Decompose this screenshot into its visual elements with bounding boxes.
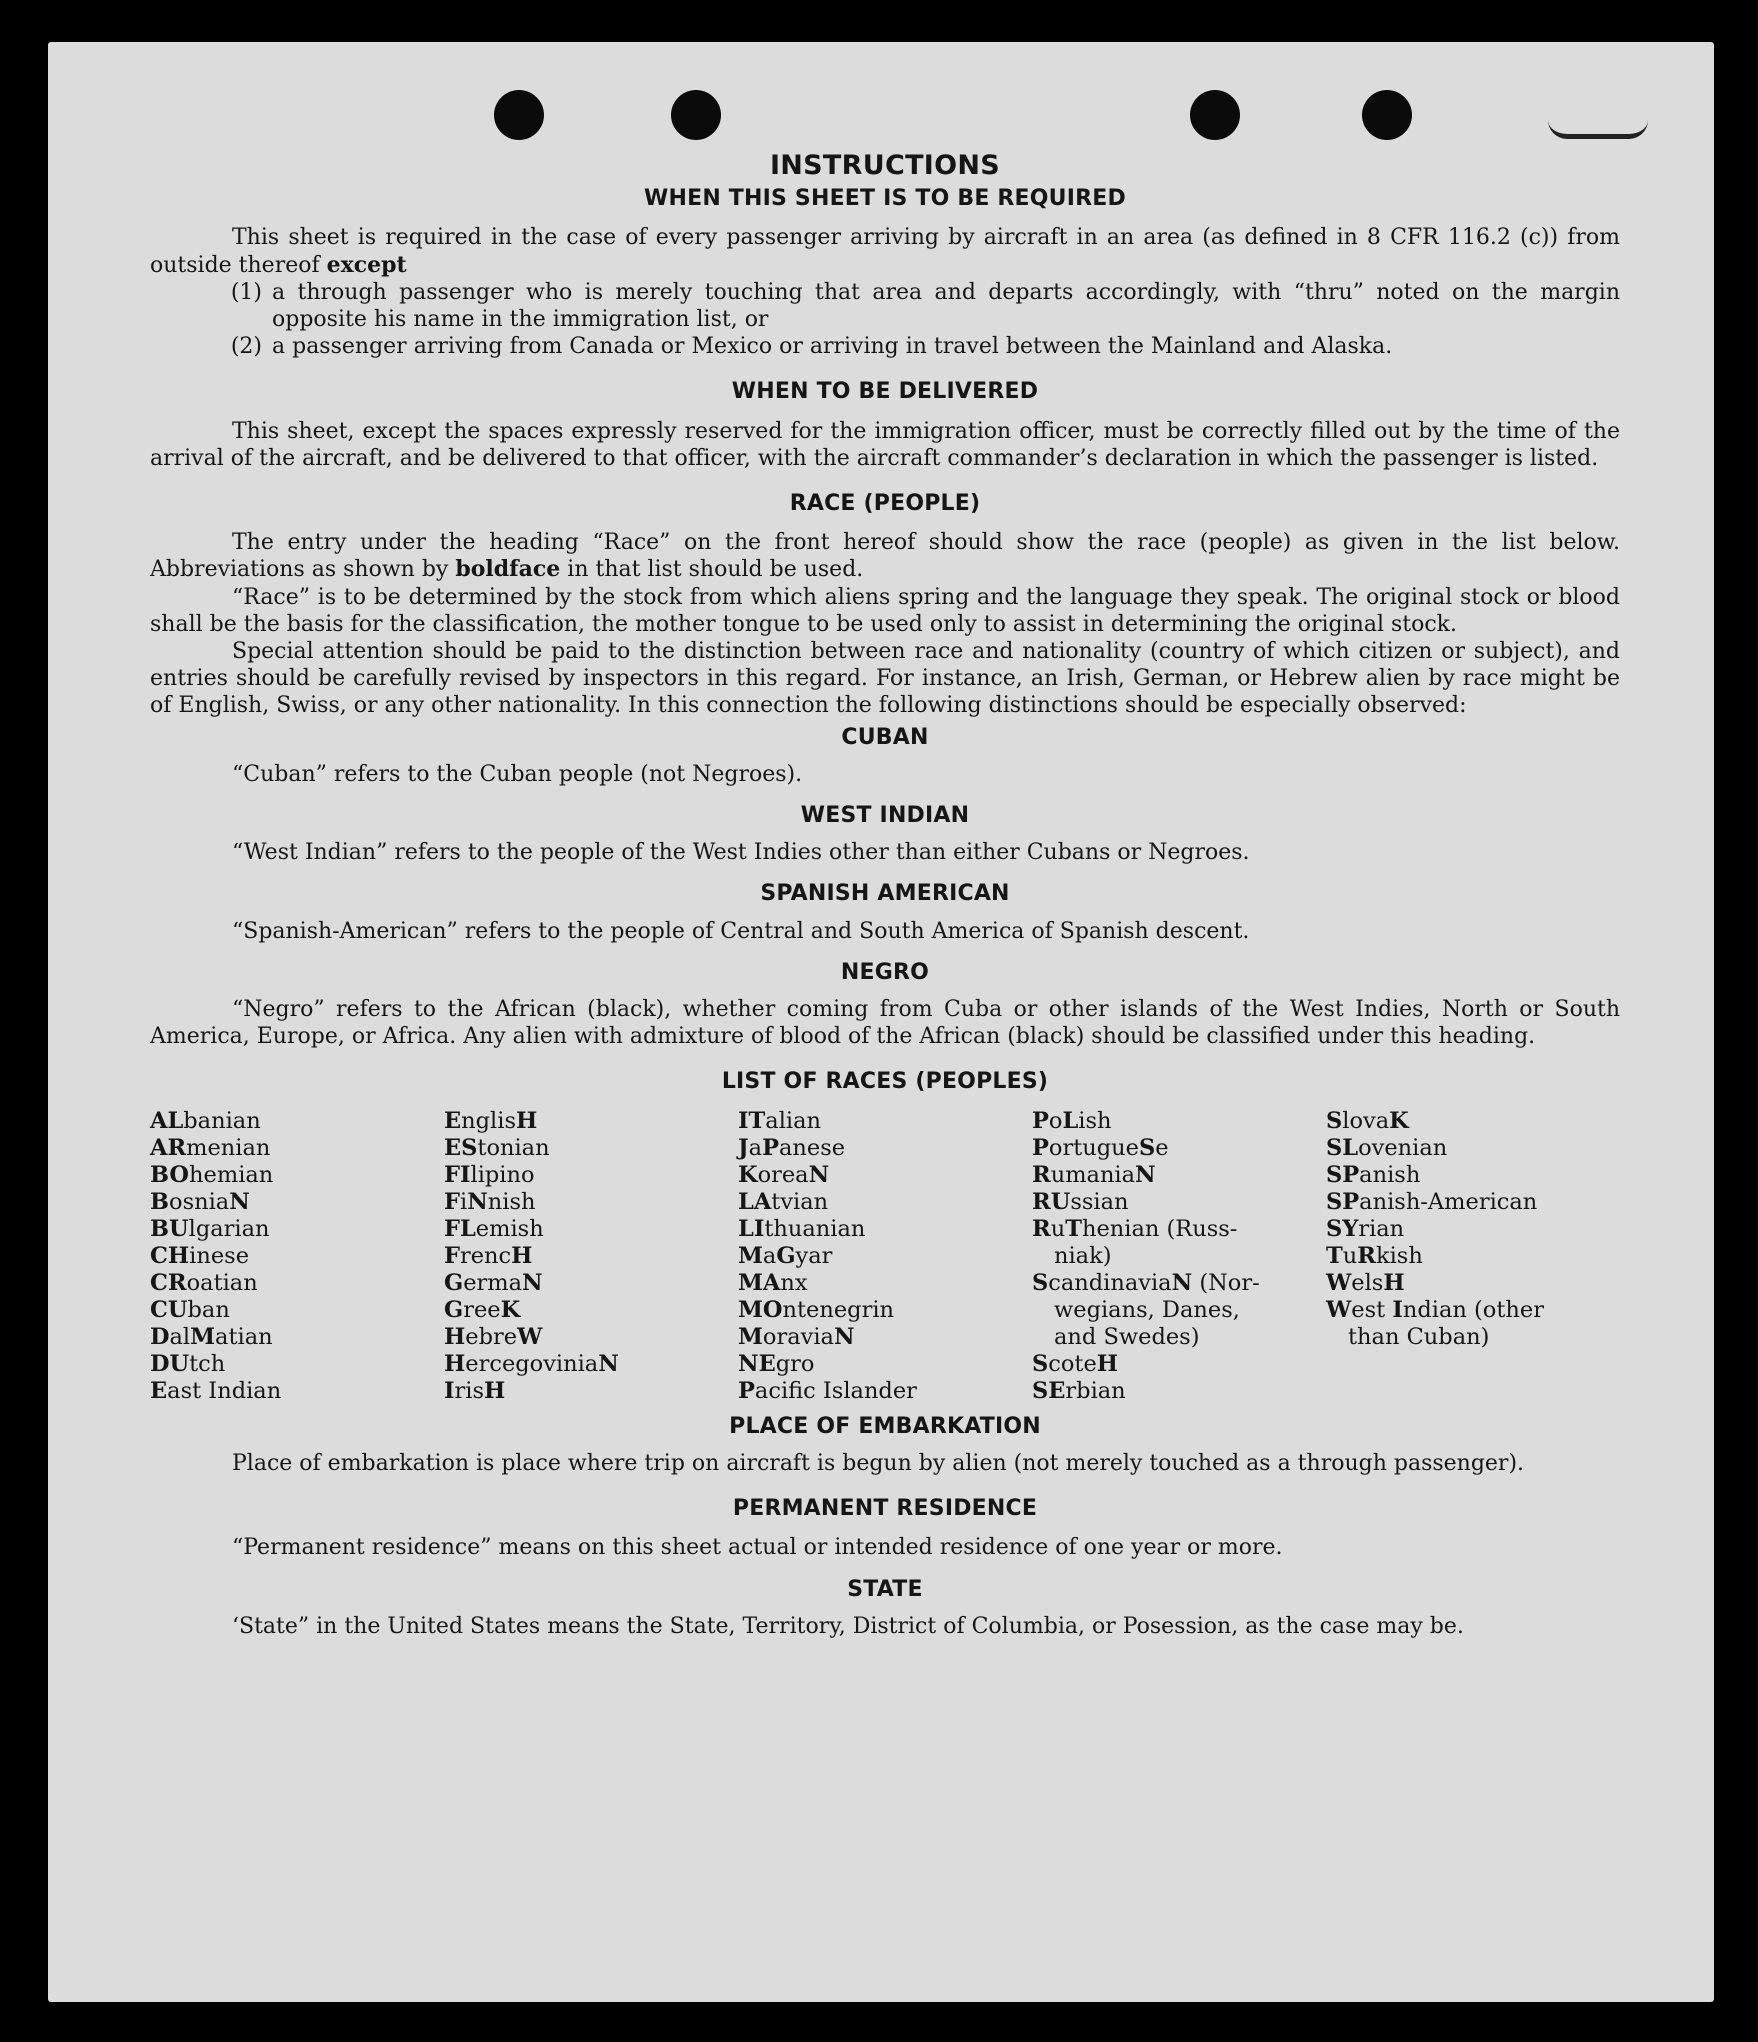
race-entry: MaGyar <box>738 1242 833 1269</box>
race-entry: HebreW <box>444 1323 543 1350</box>
race-entry: EnglisH <box>444 1107 538 1134</box>
race-column <box>444 1108 738 1405</box>
cuban-text: “Cuban” refers to the Cuban people (not Negroes). <box>232 761 803 787</box>
race-entry: ScandinaviaN (Nor- wegians, Danes, and Swedes) <box>1032 1269 1260 1350</box>
race-entry: West Indian (other than Cuban) <box>1326 1296 1544 1350</box>
race-entry: GermaN <box>444 1269 543 1296</box>
race-entry: KoreaN <box>738 1161 830 1188</box>
heading-west-indian: WEST INDIAN <box>800 803 970 829</box>
race-entry: CUban <box>150 1296 230 1323</box>
race-entry: BUlgarian <box>150 1215 270 1242</box>
race-entry: DUtch <box>150 1350 226 1377</box>
race-entry: RuThenian (Russ- niak) <box>1032 1215 1238 1269</box>
heading-residence: PERMANENT RESIDENCE <box>732 1496 1038 1522</box>
race-entry: TuRkish <box>1326 1242 1423 1269</box>
list-item: (2) a passenger arriving from Canada or Mexico or arriving in travel between the Mainland and Alaska. <box>230 334 1393 360</box>
race-entry: ScoteH <box>1032 1350 1119 1377</box>
race-entry: Pacific Islander <box>738 1377 917 1404</box>
race-entry: FrencH <box>444 1242 533 1269</box>
list-item: (1) a through passenger who is merely touching that area and departs accordingly, with “thru” noted on the margin opposite his name in the immigration list, or <box>230 279 1620 333</box>
spanish-american-text: “Spanish-American” refers to the people of Central and South America of Spanish descent. <box>232 918 1250 944</box>
race-entry: WelsH <box>1326 1269 1405 1296</box>
punch-hole-2 <box>671 90 721 140</box>
race-paragraph-2: “Race” is to be determined by the stock from which aliens spring and the language they speak. The original stock or blood shall be the basis for the classification, the mother tongue to be used only to assist in determining the original stock. <box>150 584 1620 637</box>
race-entry: DalMatian <box>150 1323 273 1350</box>
race-column <box>1326 1108 1620 1405</box>
except-word: except <box>326 251 407 278</box>
race-entry: SYrian <box>1326 1215 1405 1242</box>
race-entry: RumaniaN <box>1032 1161 1156 1188</box>
punch-hole-4 <box>1362 90 1412 140</box>
west-indian-text: “West Indian” refers to the people of the West Indies other than either Cubans or Negroes. <box>232 840 1250 866</box>
race-entry: LIthuanian <box>738 1215 866 1242</box>
race-entry: SPanish-American <box>1326 1188 1538 1215</box>
race-paragraph-1: The entry under the heading “Race” on the front hereof should show the race (people) as given in the list below. Abbreviations as shown by boldface in that list should be used. <box>150 530 1620 583</box>
race-entry: LAtvian <box>738 1188 829 1215</box>
heading-negro: NEGRO <box>840 959 930 985</box>
heading-delivered: WHEN TO BE DELIVERED <box>731 379 1039 405</box>
race-entry: MoraviaN <box>738 1323 855 1350</box>
required-intro: This sheet is required in the case of every passenger arriving by aircraft in an area (as defined in 8 CFR 116.2 (c)) from outside thereof except <box>150 225 1620 278</box>
races-list <box>150 1108 1620 1405</box>
race-entry: PoLish <box>1032 1107 1112 1134</box>
race-column <box>738 1108 1032 1405</box>
negro-text: “Negro” refers to the African (black), whether coming from Cuba or other islands of the West Indies, North or South America, Europe, or Africa. Any alien with admixture of blood of the African (black) should be classified under this heading. <box>150 997 1620 1050</box>
race-entry: JaPanese <box>738 1134 846 1161</box>
race-entry: NEgro <box>738 1350 815 1377</box>
race-entry: BosniaN <box>150 1188 250 1215</box>
race-entry: GreeK <box>444 1296 521 1323</box>
race-entry: FiNnish <box>444 1188 536 1215</box>
race-entry: MOntenegrin <box>738 1296 895 1323</box>
heading-embarkation: PLACE OF EMBARKATION <box>729 1413 1041 1439</box>
race-entry: IrisH <box>444 1377 506 1404</box>
race-entry: HercegoviniaN <box>444 1350 619 1377</box>
heading-state: STATE <box>847 1576 923 1602</box>
embarkation-text: Place of embarkation is place where trip on aircraft is begun by alien (not merely touched as a through passenger). <box>232 1450 1525 1476</box>
pen-mark <box>1548 120 1648 139</box>
race-entry: PortugueSe <box>1032 1134 1169 1161</box>
race-entry: RUssian <box>1032 1188 1129 1215</box>
heading-spanish-american: SPANISH AMERICAN <box>760 881 1010 907</box>
race-entry: CHinese <box>150 1242 250 1269</box>
heading-list-of-races: LIST OF RACES (PEOPLES) <box>721 1069 1049 1095</box>
race-entry: ITalian <box>738 1107 821 1134</box>
race-entry: ALbanian <box>150 1107 261 1134</box>
race-entry: EStonian <box>444 1134 550 1161</box>
race-column <box>1032 1108 1326 1405</box>
heading-cuban: CUBAN <box>841 724 929 750</box>
race-column <box>150 1108 444 1405</box>
race-entry: ARmenian <box>150 1134 271 1161</box>
residence-text: “Permanent residence” means on this sheet actual or intended residence of one year or more. <box>232 1535 1283 1561</box>
race-entry: FIlipino <box>444 1161 535 1188</box>
race-entry: BOhemian <box>150 1161 274 1188</box>
race-entry: SPanish <box>1326 1161 1421 1188</box>
state-text: ‘State” in the United States means the State, Territory, District of Columbia, or Posession, as the case may be. <box>232 1613 1464 1639</box>
page-title: INSTRUCTIONS <box>769 150 1001 181</box>
heading-race: RACE (PEOPLE) <box>789 491 981 517</box>
heading-required: WHEN THIS SHEET IS TO BE REQUIRED <box>644 186 1126 212</box>
instructions-content <box>150 148 1620 1640</box>
punch-hole-3 <box>1190 90 1240 140</box>
race-entry: East Indian <box>150 1377 282 1404</box>
race-entry: FLemish <box>444 1215 544 1242</box>
delivered-text: This sheet, except the spaces expressly reserved for the immigration officer, must be correctly filled out by the time of the arrival of the aircraft, and be delivered to that officer, with the aircraft commander’s declaration in which the passenger is listed. <box>150 418 1620 471</box>
race-entry: CRoatian <box>150 1269 258 1296</box>
race-entry: SErbian <box>1032 1377 1126 1404</box>
race-entry: SLovenian <box>1326 1134 1448 1161</box>
punch-hole-1 <box>494 90 544 140</box>
race-entry: MAnx <box>738 1269 808 1296</box>
race-entry: SlovaK <box>1326 1107 1409 1134</box>
race-paragraph-3: Special attention should be paid to the distinction between race and nationality (country of which citizen or subject), and entries should be carefully revised by inspectors in this regard. For instance, an Irish, German, or Hebrew alien by race might be of English, Swiss, or any other nationality. In this connection the following distinctions should be especially observed: <box>150 639 1620 719</box>
